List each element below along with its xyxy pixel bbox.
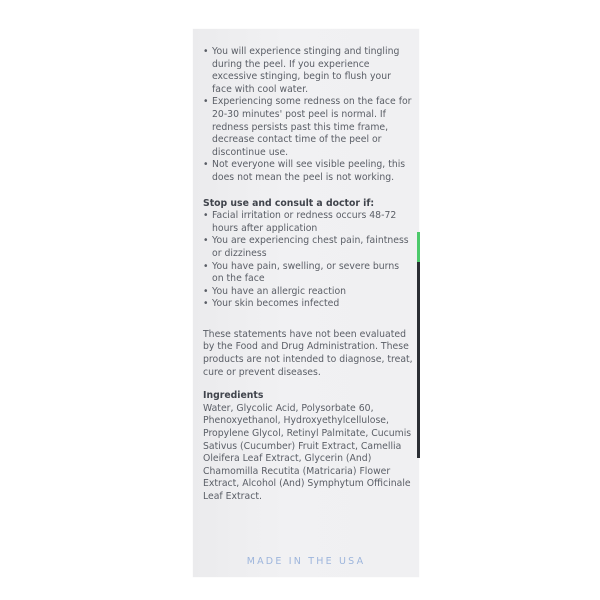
box-edge-dark-stripe — [417, 262, 420, 458]
made-in-usa-label: MADE IN THE USA — [246, 556, 366, 567]
stop-use-item: • You are experiencing chest pain, faintness or dizziness — [203, 235, 413, 260]
label-text — [203, 46, 413, 504]
stop-use-item: • You have an allergic reaction — [203, 286, 413, 299]
stop-use-item: • Your skin becomes infected — [203, 298, 413, 311]
usage-note: • Not everyone will see visible peeling, this does not mean the peel is not working. — [203, 159, 413, 184]
usage-notes-list — [203, 46, 413, 185]
stop-use-heading: Stop use and consult a doctor if: — [203, 197, 375, 209]
ingredients-heading: Ingredients — [203, 390, 264, 402]
usage-note: • Experiencing some redness on the face for 20-30 minutes' post peel is normal. If redness persists past this time frame, decrease contact time of the peel or discontinue use. — [203, 96, 413, 159]
usage-note: • You will experience stinging and tingling during the peel. If you experience excessive stinging, begin to flush your face with cool water. — [203, 46, 413, 96]
stop-use-item: • You have pain, swelling, or severe burns on the face — [203, 261, 413, 286]
ingredients-text: Water, Glycolic Acid, Polysorbate 60, Phenoxyethanol, Hydroxyethylcellulose, Propylene Glycol, Retinyl Palmitate, Cucumis Sativus (Cucumber) Fruit Extract, Camellia Oleifera Leaf Extract, Glycerin (And) Chamomilla Recutita (Matricaria) Flower Extract, Alcohol (And) Symphytum Officinale Leaf Extract. — [203, 402, 412, 502]
stop-use-list — [203, 210, 413, 311]
box-edge-green-stripe — [417, 232, 420, 262]
fda-disclaimer: These statements have not been evaluated by the Food and Drug Administration. These products are not intended to diagnose, treat, cure or prevent diseases. — [203, 328, 413, 378]
stop-use-item: • Facial irritation or redness occurs 48-72 hours after application — [203, 210, 413, 235]
